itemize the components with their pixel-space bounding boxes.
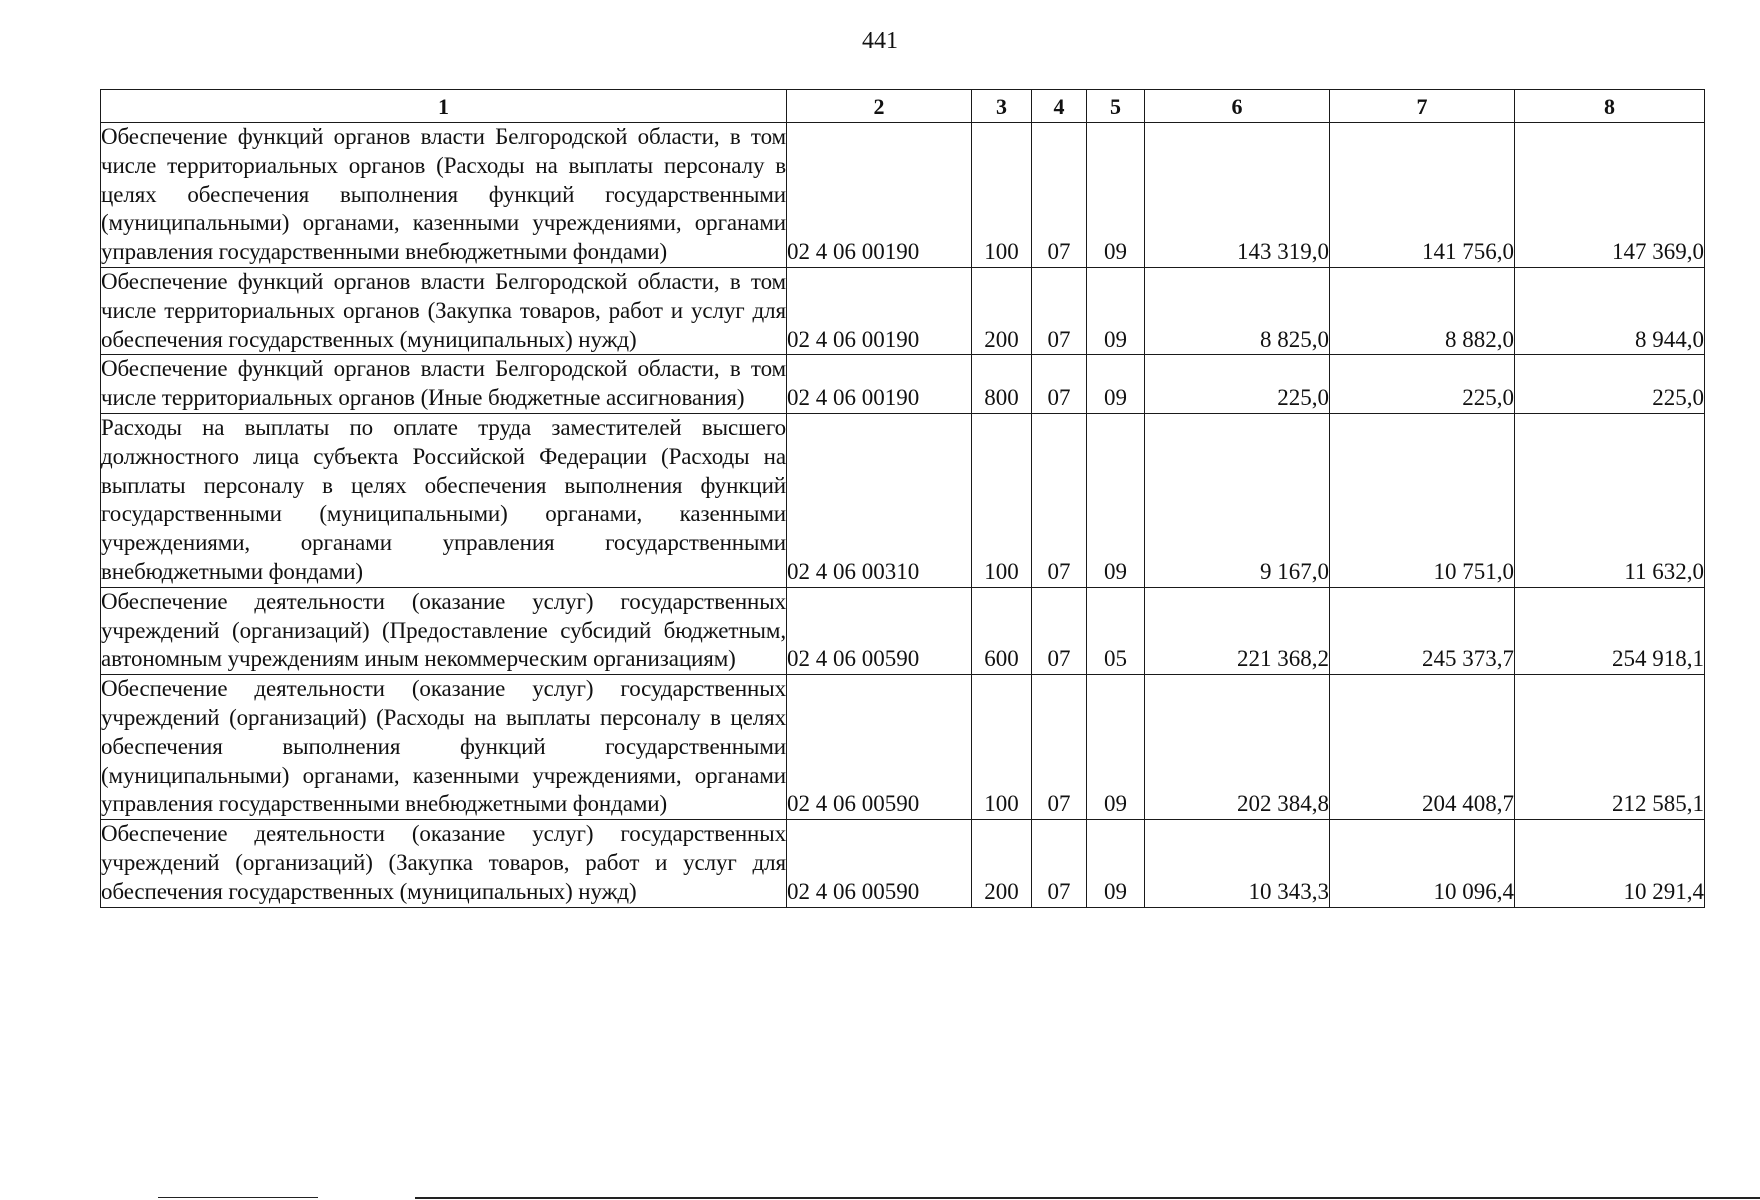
page-number: 441 bbox=[862, 28, 898, 54]
row-value-8: 212 585,1 bbox=[1515, 675, 1705, 820]
table-row bbox=[101, 355, 1705, 414]
table-row bbox=[101, 267, 1705, 354]
row-col-5: 09 bbox=[1087, 123, 1145, 268]
row-col-3: 200 bbox=[972, 267, 1032, 354]
row-description: Расходы на выплаты по оплате труда заместителей высшего должностного лица субъекта Российской Федерации (Расходы на выплаты персоналу в целях обеспечения выполнения функций государственными (муниципальными) органами, казенными учреждениями, органами управления государственными внебюджетными фондами) bbox=[101, 413, 787, 587]
row-code: 02 4 06 00590 bbox=[787, 675, 972, 820]
row-col-3: 100 bbox=[972, 675, 1032, 820]
row-value-7: 141 756,0 bbox=[1330, 123, 1515, 268]
row-col-4: 07 bbox=[1032, 267, 1087, 354]
row-description: Обеспечение деятельности (оказание услуг) государственных учреждений (организаций) (Закупка товаров, работ и услуг для обеспечения государственных (муниципальных) нужд) bbox=[101, 820, 787, 907]
row-col-3: 100 bbox=[972, 413, 1032, 587]
row-value-7: 225,0 bbox=[1330, 355, 1515, 414]
row-value-8: 225,0 bbox=[1515, 355, 1705, 414]
row-value-6: 221 368,2 bbox=[1145, 587, 1330, 674]
row-value-8: 254 918,1 bbox=[1515, 587, 1705, 674]
header-col-7: 7 bbox=[1330, 90, 1515, 123]
row-code: 02 4 06 00590 bbox=[787, 820, 972, 907]
row-description: Обеспечение деятельности (оказание услуг) государственных учреждений (организаций) (Предоставление субсидий бюджетным, автономным учреждениям иным некоммерческим организациям) bbox=[101, 587, 787, 674]
budget-table bbox=[100, 89, 1705, 908]
row-col-3: 100 bbox=[972, 123, 1032, 268]
row-col-3: 800 bbox=[972, 355, 1032, 414]
row-code: 02 4 06 00310 bbox=[787, 413, 972, 587]
row-value-7: 204 408,7 bbox=[1330, 675, 1515, 820]
row-value-6: 8 825,0 bbox=[1145, 267, 1330, 354]
row-value-7: 245 373,7 bbox=[1330, 587, 1515, 674]
table-row bbox=[101, 413, 1705, 587]
row-description: Обеспечение функций органов власти Белгородской области, в том числе территориальных органов (Закупка товаров, работ и услуг для обеспечения государственных (муниципальных) нужд) bbox=[101, 267, 787, 354]
table-row bbox=[101, 123, 1705, 268]
table-row bbox=[101, 820, 1705, 907]
row-col-4: 07 bbox=[1032, 675, 1087, 820]
row-code: 02 4 06 00190 bbox=[787, 267, 972, 354]
row-col-5: 09 bbox=[1087, 267, 1145, 354]
row-description: Обеспечение функций органов власти Белгородской области, в том числе территориальных органов (Расходы на выплаты персоналу в целях обеспечения выполнения функций государственными (муниципальными) органами, казенными учреждениями, органами управления государственными внебюджетными фондами) bbox=[101, 123, 787, 268]
row-col-5: 09 bbox=[1087, 413, 1145, 587]
row-col-4: 07 bbox=[1032, 355, 1087, 414]
header-col-8: 8 bbox=[1515, 90, 1705, 123]
row-code: 02 4 06 00190 bbox=[787, 123, 972, 268]
header-col-3: 3 bbox=[972, 90, 1032, 123]
row-value-8: 8 944,0 bbox=[1515, 267, 1705, 354]
row-description: Обеспечение деятельности (оказание услуг) государственных учреждений (организаций) (Расходы на выплаты персоналу в целях обеспечения выполнения функций государственными (муниципальными) органами, казенными учреждениями, органами управления государственными внебюджетными фондами) bbox=[101, 675, 787, 820]
row-value-6: 9 167,0 bbox=[1145, 413, 1330, 587]
row-col-4: 07 bbox=[1032, 587, 1087, 674]
row-value-8: 10 291,4 bbox=[1515, 820, 1705, 907]
header-col-6: 6 bbox=[1145, 90, 1330, 123]
row-value-6: 202 384,8 bbox=[1145, 675, 1330, 820]
row-col-5: 09 bbox=[1087, 675, 1145, 820]
header-row bbox=[101, 90, 1705, 123]
row-col-5: 05 bbox=[1087, 587, 1145, 674]
row-value-6: 10 343,3 bbox=[1145, 820, 1330, 907]
row-value-7: 10 096,4 bbox=[1330, 820, 1515, 907]
row-code: 02 4 06 00190 bbox=[787, 355, 972, 414]
row-value-6: 143 319,0 bbox=[1145, 123, 1330, 268]
row-value-6: 225,0 bbox=[1145, 355, 1330, 414]
table-row bbox=[101, 587, 1705, 674]
row-description: Обеспечение функций органов власти Белгородской области, в том числе территориальных органов (Иные бюджетные ассигнования) bbox=[101, 355, 787, 414]
row-value-7: 8 882,0 bbox=[1330, 267, 1515, 354]
row-value-8: 11 632,0 bbox=[1515, 413, 1705, 587]
row-col-3: 600 bbox=[972, 587, 1032, 674]
header-col-1: 1 bbox=[101, 90, 787, 123]
header-col-5: 5 bbox=[1087, 90, 1145, 123]
row-col-3: 200 bbox=[972, 820, 1032, 907]
bottom-rule bbox=[415, 1197, 1760, 1199]
row-code: 02 4 06 00590 bbox=[787, 587, 972, 674]
row-value-7: 10 751,0 bbox=[1330, 413, 1515, 587]
row-col-4: 07 bbox=[1032, 820, 1087, 907]
footnote-rule bbox=[158, 1197, 318, 1198]
row-col-5: 09 bbox=[1087, 820, 1145, 907]
row-value-8: 147 369,0 bbox=[1515, 123, 1705, 268]
row-col-5: 09 bbox=[1087, 355, 1145, 414]
row-col-4: 07 bbox=[1032, 413, 1087, 587]
table-row bbox=[101, 675, 1705, 820]
header-col-2: 2 bbox=[787, 90, 972, 123]
row-col-4: 07 bbox=[1032, 123, 1087, 268]
header-col-4: 4 bbox=[1032, 90, 1087, 123]
